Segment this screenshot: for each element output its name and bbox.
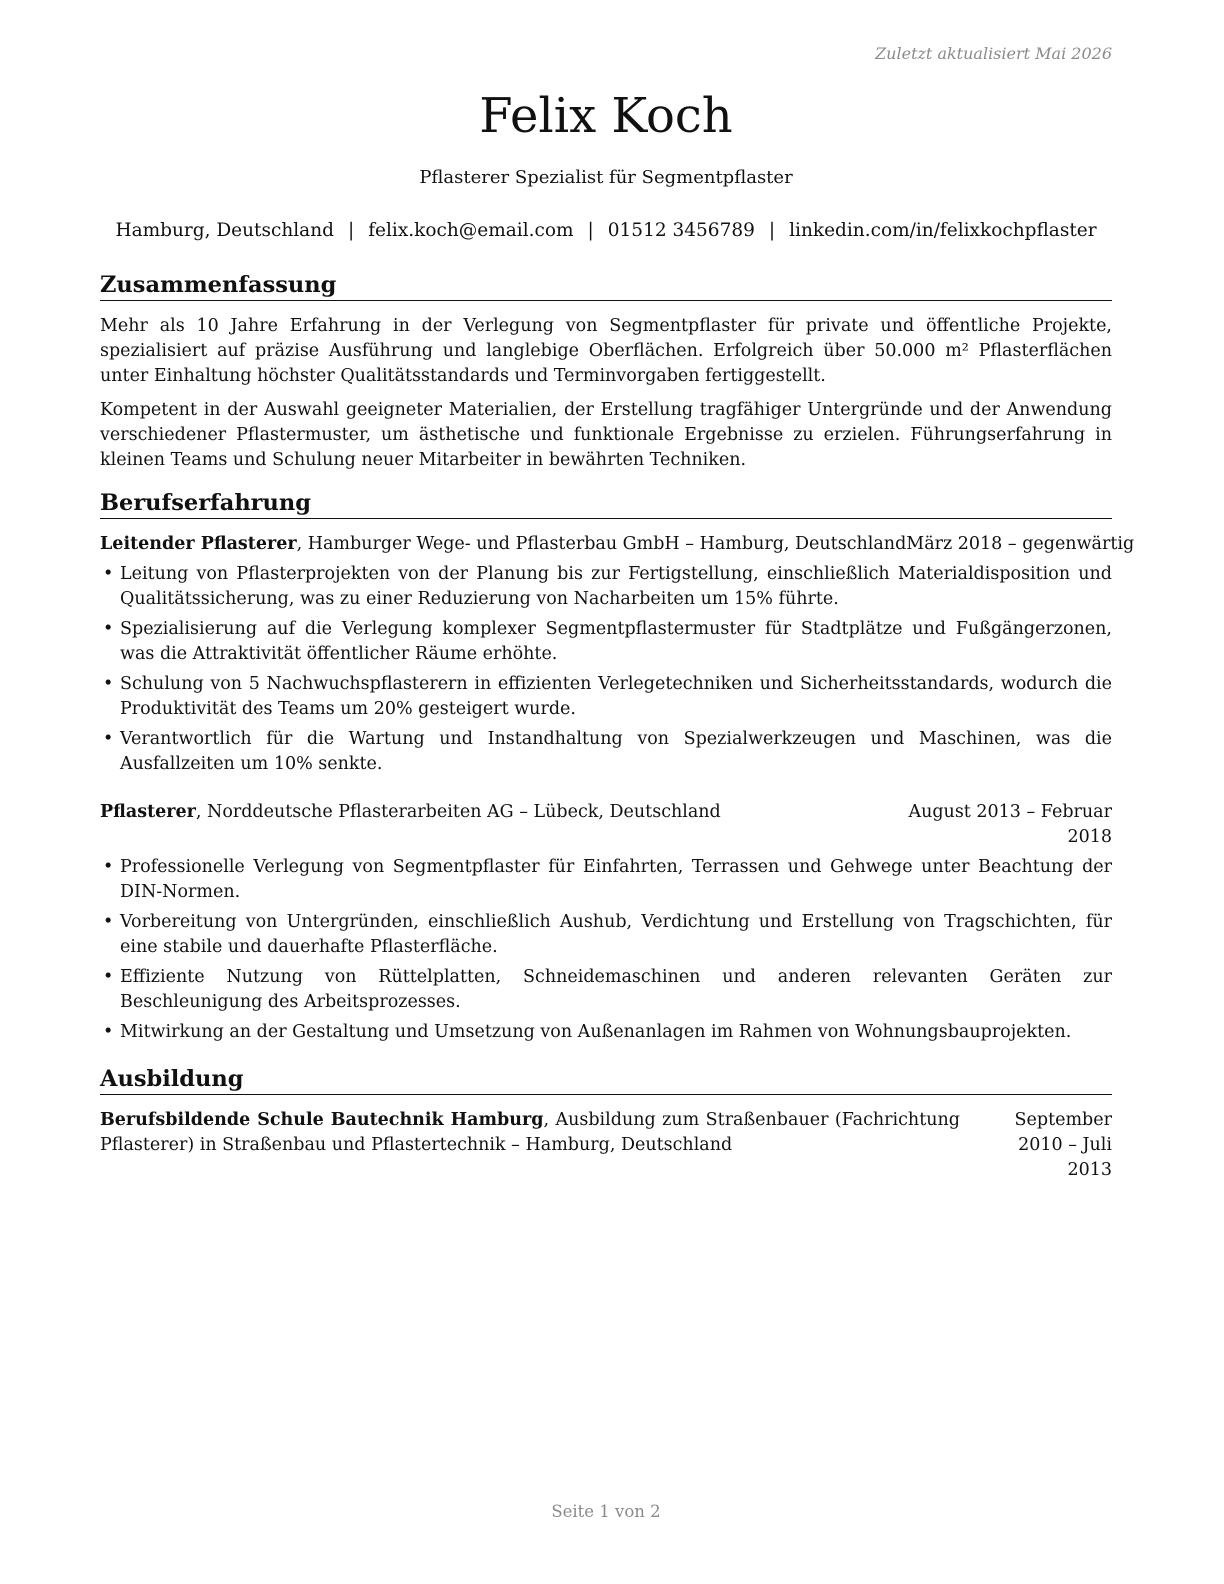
bullet-icon: • xyxy=(103,967,114,987)
job-dates: März 2018 – gegenwärtig xyxy=(906,534,1135,554)
bullet-text: Effiziente Nutzung von Rüttelplatten, Schneidemaschinen und anderen relevanten Geräten zur Beschleunigung des Arbeitsprozesses. xyxy=(120,967,1112,1012)
job-title-line xyxy=(100,800,721,850)
job-dates: August 2013 – Februar 2018 xyxy=(908,802,1112,847)
bullet-text: Vorbereitung von Untergründen, einschließlich Aushub, Verdichtung und Erstellung von Tragschichten, für eine stabile und dauerhafte Pflasterfläche. xyxy=(120,912,1112,957)
list-item xyxy=(100,727,1112,777)
bullet-text: Spezialisierung auf die Verlegung komplexer Segmentpflastermuster für Stadtplätze und Fußgängerzonen, was die Attraktivität öffentlicher Räume erhöhte. xyxy=(120,619,1112,664)
page-number: Seite 1 von 2 xyxy=(551,1502,661,1521)
contact-phone: 01512 3456789 xyxy=(607,220,755,241)
bullet-text: Leitung von Pflasterprojekten von der Planung bis zur Fertigstellung, einschließlich Materialdisposition und Qualitätssicherung, was zu einer Reduzierung von Nacharbeiten um 15% führte. xyxy=(120,564,1112,609)
summary-paragraph-2: Kompetent in der Auswahl geeigneter Materialien, der Erstellung tragfähiger Untergründe und der Anwendung verschiedener Pflastermuster, um ästhetische und funktionale Ergebnisse zu erzielen. Führungserfahrung in kleinen Teams und Schulung neuer Mitarbeiter in bewährten Techniken. xyxy=(100,400,1112,470)
education-detail: , Ausbildung zum Straßenbauer (Fachrichtung Pflasterer) in Straßenbau und Pflastertechnik – Hamburg, Deutschland xyxy=(100,1110,960,1155)
list-item xyxy=(100,617,1112,667)
separator: | xyxy=(587,220,594,241)
section-heading-summary: Zusammenfassung xyxy=(100,270,1112,301)
job-role: Leitender Pflasterer xyxy=(100,534,297,554)
job-company: , Norddeutsche Pflasterarbeiten AG – Lübeck, Deutschland xyxy=(195,802,721,822)
contact-location: Hamburg, Deutschland xyxy=(115,220,334,241)
resume-page xyxy=(100,0,1135,1584)
job-header xyxy=(100,532,1135,557)
education-entry xyxy=(100,1108,1112,1183)
bullet-icon: • xyxy=(103,619,114,639)
education-dates: September 2010 – Juli 2013 xyxy=(1014,1110,1112,1180)
job-title-line xyxy=(100,532,906,557)
bullet-text: Verantwortlich für die Wartung und Instandhaltung von Spezialwerkzeugen und Maschinen, was die Ausfallzeiten um 10% senkte. xyxy=(120,729,1112,774)
section-heading-education: Ausbildung xyxy=(100,1064,1112,1095)
job-bullet-list xyxy=(100,855,1112,1050)
contact-email-link[interactable]: felix.koch@email.com xyxy=(368,220,574,241)
candidate-title: Pflasterer Spezialist für Segmentpflaster xyxy=(419,167,793,188)
bullet-text: Professionelle Verlegung von Segmentpflaster für Einfahrten, Terrassen und Gehwege unter Beachtung der DIN-Normen. xyxy=(120,857,1112,902)
contact-line xyxy=(100,220,1112,241)
bullet-icon: • xyxy=(103,857,114,877)
bullet-icon: • xyxy=(103,674,114,694)
list-item xyxy=(100,910,1112,960)
separator: | xyxy=(347,220,355,241)
candidate-name: Felix Koch xyxy=(479,88,733,144)
bullet-icon: • xyxy=(103,729,114,749)
job-role: Pflasterer xyxy=(100,802,196,822)
separator: | xyxy=(768,220,776,241)
list-item xyxy=(100,562,1112,612)
last-updated: Zuletzt aktualisiert Mai 2026 xyxy=(875,44,1112,63)
list-item xyxy=(100,965,1112,1015)
section-heading-experience: Berufserfahrung xyxy=(100,488,1112,519)
job-header xyxy=(100,800,1112,850)
list-item xyxy=(100,672,1112,722)
bullet-icon: • xyxy=(103,1022,114,1042)
education-school: Berufsbildende Schule Bautechnik Hamburg xyxy=(100,1110,544,1130)
bullet-icon: • xyxy=(103,564,114,584)
list-item xyxy=(100,855,1112,905)
job-company: , Hamburger Wege- und Pflasterbau GmbH – Hamburg, Deutschland xyxy=(296,534,907,554)
bullet-text: Schulung von 5 Nachwuchspflasterern in effizienten Verlegetechniken und Sicherheitsstandards, wodurch die Produktivität des Teams um 20% gesteigert wurde. xyxy=(120,674,1112,719)
summary-paragraph-1: Mehr als 10 Jahre Erfahrung in der Verlegung von Segmentpflaster für private und öffentliche Projekte, spezialisiert auf präzise Ausführung und langlebige Oberflächen. Erfolgreich über 50.000 m² Pflasterflächen unter Einhaltung höchster Qualitätsstandards und Terminvorgaben fertiggestellt. xyxy=(100,316,1112,386)
job-bullet-list xyxy=(100,562,1112,782)
contact-linkedin-link[interactable]: linkedin.com/in/felixkochpflaster xyxy=(789,220,1097,241)
bullet-text: Mitwirkung an der Gestaltung und Umsetzung von Außenanlagen im Rahmen von Wohnungsbauprojekten. xyxy=(120,1022,1072,1042)
bullet-icon: • xyxy=(103,912,114,932)
list-item xyxy=(100,1020,1112,1045)
education-title-line xyxy=(100,1108,960,1158)
